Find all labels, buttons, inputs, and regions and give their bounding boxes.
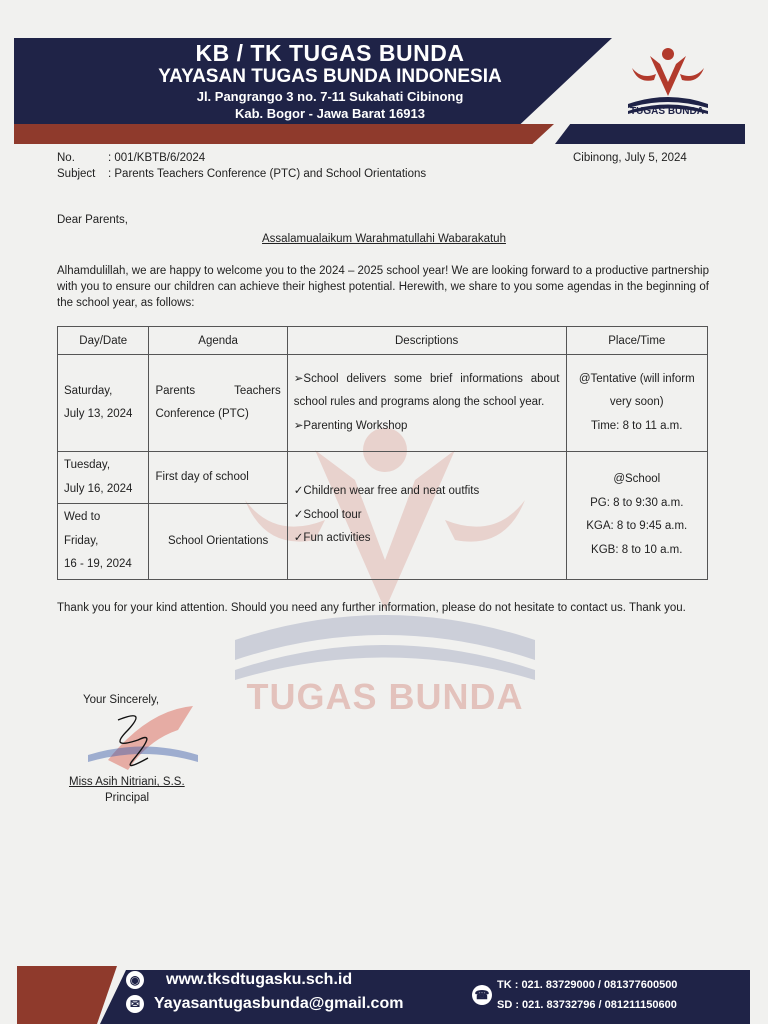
- description-cell: [287, 355, 566, 452]
- no-value: : 001/KBTB/6/2024: [108, 152, 206, 164]
- watermark-text: TUGAS BUNDA: [246, 676, 524, 717]
- place-line: @Tentative (will inform very soon): [578, 372, 695, 409]
- description-item: ➢School delivers some brief informations about school rules and programs along the school year.: [293, 372, 560, 409]
- description-item: ✓Children wear free and neat outfits: [293, 485, 480, 497]
- letterhead: [80, 40, 580, 122]
- logo-caption: TUGAS BUNDA: [630, 106, 704, 117]
- footer-website[interactable]: www.tksdtugasku.sch.id: [166, 971, 353, 988]
- day-line: Tuesday,: [64, 459, 111, 471]
- greeting: Dear Parents,: [57, 214, 128, 226]
- subject-label: Subject: [57, 168, 96, 180]
- agenda-cell: School Orientations: [149, 504, 287, 580]
- time-line: KGA: 8 to 9:45 a.m.: [586, 520, 688, 533]
- intro-paragraph: Alhamdulillah, we are happy to welcome you to the 2024 – 2025 school year! We are looking forward to a productive partnership with you to ensure our children can achieve their highest potential. Herewith, we share to you some agendas in the beginning of the school year, as follows:: [57, 265, 709, 309]
- foundation-name: YAYASAN TUGAS BUNDA INDONESIA: [158, 66, 502, 87]
- day-line: Friday,: [64, 534, 99, 547]
- signature-stamp: [88, 700, 198, 780]
- place-cell: [566, 452, 708, 580]
- header-red-strip: [14, 124, 554, 144]
- col-header-day: Day/Date: [58, 327, 149, 355]
- place-date: Cibinong, July 5, 2024: [573, 152, 687, 164]
- date-line: July 13, 2024: [64, 408, 133, 420]
- agenda-cell: Parents Teachers Conference (PTC): [149, 355, 287, 452]
- signatory-name: Miss Asih Nitriani, S.S.: [69, 776, 185, 788]
- description-item: ✓School tour: [293, 508, 362, 521]
- footer-sd-phone: SD : 021. 83732796 / 081211150600: [497, 999, 677, 1011]
- no-label: No.: [57, 152, 75, 164]
- description-item: ➢Parenting Workshop: [293, 419, 408, 432]
- salutation: Assalamualaikum Warahmatullahi Wabarakatuh: [262, 233, 506, 245]
- footer-email[interactable]: Yayasantugasbunda@gmail.com: [154, 995, 404, 1012]
- mail-icon: ✉: [126, 995, 144, 1013]
- header-navy-strip: [555, 124, 745, 144]
- place-cell: [566, 355, 708, 452]
- signatory-title: Principal: [105, 792, 150, 804]
- description-cell: [287, 452, 566, 580]
- date-line: 16 - 19, 2024: [64, 558, 132, 570]
- col-header-descriptions: Descriptions: [287, 327, 566, 355]
- time-line: KGB: 8 to 10 a.m.: [591, 543, 683, 556]
- agenda-table: [57, 326, 708, 580]
- day-cell: [58, 452, 149, 504]
- col-header-agenda: Agenda: [149, 327, 287, 355]
- closing-paragraph: Thank you for your kind attention. Should you need any further information, please do not hesitate to contact us. Thank you.: [57, 602, 686, 614]
- footer-red-band: [17, 966, 117, 1024]
- phone-icon: ☎: [472, 985, 492, 1005]
- table-header-row: [58, 327, 708, 355]
- table-row: [58, 355, 708, 452]
- address-line2: Kab. Bogor - Jawa Barat 16913: [234, 106, 426, 121]
- time-line: Time: 8 to 11 a.m.: [591, 419, 683, 432]
- col-header-place: Place/Time: [566, 327, 708, 355]
- address-line1: Jl. Pangrango 3 no. 7-11 Sukahati Cibinong: [196, 89, 464, 104]
- table-row: [58, 452, 708, 504]
- place-line: @School: [613, 473, 661, 486]
- description-item: ✓Fun activities: [293, 532, 371, 544]
- time-line: PG: 8 to 9:30 a.m.: [590, 496, 684, 509]
- day-cell: [58, 355, 149, 452]
- agenda-cell: First day of school: [149, 452, 287, 504]
- globe-icon: ◉: [126, 971, 144, 989]
- footer-tk-phone: TK : 021. 83729000 / 081377600500: [497, 979, 678, 991]
- subject-value: : Parents Teachers Conference (PTC) and School Orientations: [108, 168, 427, 180]
- date-line: July 16, 2024: [64, 482, 133, 495]
- day-cell: [58, 504, 149, 580]
- regards: Your Sincerely,: [83, 694, 160, 706]
- day-line: Wed to: [64, 511, 101, 523]
- school-name: KB / TK TUGAS BUNDA: [195, 40, 465, 66]
- day-line: Saturday,: [64, 384, 113, 397]
